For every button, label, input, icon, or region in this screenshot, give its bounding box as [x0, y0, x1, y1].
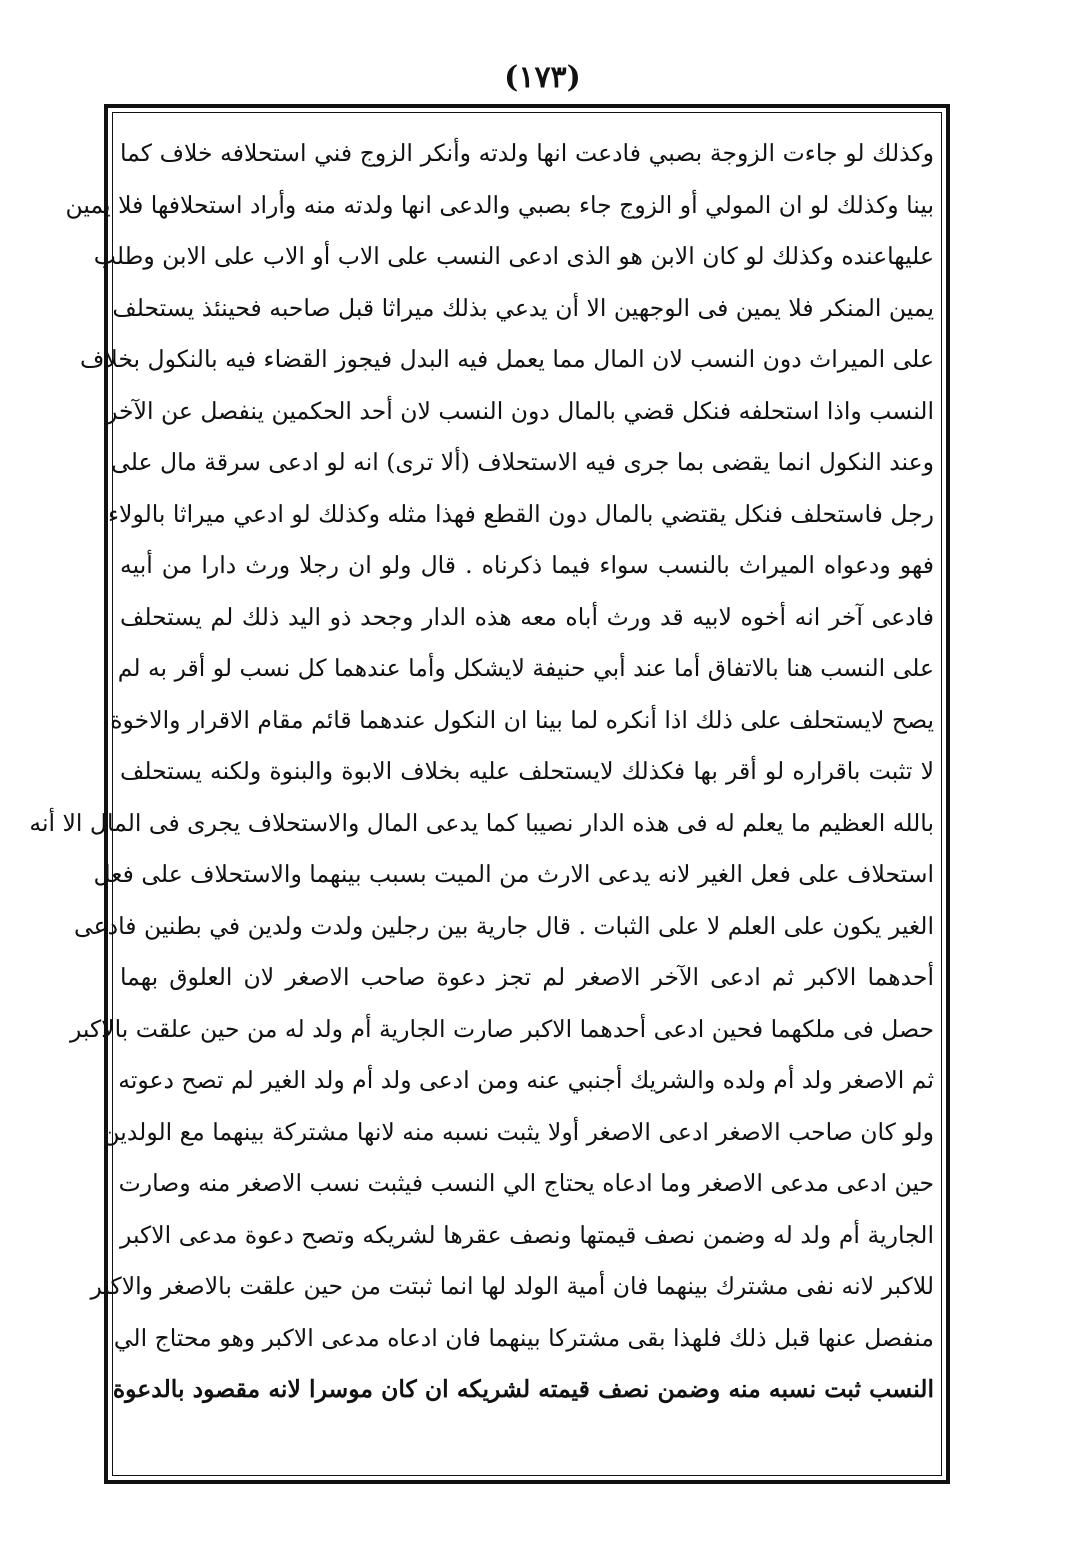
text-line: لا تثبت باقراره لو أقر بها فكذلك لايستحلف عليه بخلاف الابوة والبنوة ولكنه يستحلف	[120, 757, 934, 785]
text-line: أحدهما الاكبر ثم ادعى الآخر الاصغر لم تجز دعوة صاحب الاصغر لان العلوق بهما	[120, 963, 934, 991]
text-body	[29, 128, 934, 1468]
text-line: فادعى آخر انه أخوه لابيه قد ورث أباه معه هذه الدار وجحد ذو اليد ذلك لم يستحلف	[120, 602, 934, 631]
text-line: منفصل عنها قبل ذلك فلهذا بقى مشتركا بينهما فان ادعاه مدعى الاكبر وهو محتاج الي	[113, 1323, 934, 1352]
text-line: على النسب هنا بالاتفاق أما عند أبي حنيفة لايشكل وأما عندهما كل نسب لو أقر به لم	[117, 654, 934, 682]
page-number: (۱۷۳)	[504, 60, 581, 95]
text-line: فهو ودعواه الميراث بالنسب سواء فيما ذكرناه . قال ولو ان رجلا ورث دارا من أبيه	[120, 551, 934, 579]
text-line: وعند النكول انما يقضى بما جرى فيه الاستحلاف (ألا ترى) انه لو ادعى سرقة مال على	[111, 448, 934, 476]
text-line: بالله العظيم ما يعلم له فى هذه الدار نصيبا كما يدعى المال والاستحلاف يجرى فى المال الا أنه	[29, 808, 934, 837]
text-line: للاكبر لانه نفى مشترك بينهما فان أمية الولد لها انما ثبتت من حين علقت بالاصغر والاكبر	[90, 1272, 934, 1300]
text-line: النسب ثبت نسبه منه وضمن نصف قيمته لشريكه ان كان موسرا لانه مقصود بالدعوة	[112, 1375, 934, 1403]
text-line: حصل فى ملكهما فحين ادعى أحدهما الاكبر صارت الجارية أم ولد له من حين علقت بالاكبر	[69, 1014, 934, 1043]
text-line: الغير يكون على العلم لا على الثبات . قال جارية بين رجلين ولدت ولدين في بطنين فادعى	[74, 911, 934, 940]
text-line: يصح لايستحلف على ذلك اذا أنكره لما بينا ان النكول عندهما قائم مقام الاقرار والاخوة	[110, 705, 934, 734]
text-line: ثم الاصغر ولد أم ولده والشريك أجنبي عنه ومن ادعى ولد أم ولد الغير لم تصح دعوته	[118, 1066, 934, 1094]
text-line: بينا وكذلك لو ان المولي أو الزوج جاء بصبي والدعى انها ولدته منه وأراد استحلافها فلا يمين	[65, 190, 934, 219]
text-line: رجل فاستحلف فنكل يقتضي بالمال دون القطع فهذا مثله وكذلك لو ادعي ميراثا بالولاء	[108, 499, 934, 528]
text-line: حين ادعى مدعى الاصغر وما ادعاه يحتاج الي النسب فيثبت نسب الاصغر منه وصارت	[118, 1169, 934, 1197]
text-line: وكذلك لو جاءت الزوجة بصبي فادعت انها ولدته وأنكر الزوج فني استحلافه خلاف كما	[120, 139, 934, 167]
text-line: يمين المنكر فلا يمين فى الوجهين الا أن يدعي بذلك ميراثا قبل صاحبه فحينئذ يستحلف	[112, 293, 934, 322]
text-line: النسب واذا استحلفه فنكل قضي بالمال دون النسب لان أحد الحكمين ينفصل عن الآخر	[106, 396, 934, 425]
text-line: الجارية أم ولد له وضمن نصف قيمتها ونصف عقرها لشريكه وتصح دعوة مدعى الاكبر	[120, 1220, 934, 1249]
text-line: ولو كان صاحب الاصغر ادعى الاصغر أولا يثبت نسبه منه لانها مشتركة بينهما مع الولدين	[102, 1117, 934, 1146]
text-line: على الميراث دون النسب لان المال مما يعمل فيه البدل فيجوز القضاء فيه بالنكول بخلاف	[79, 345, 934, 373]
text-line: عليهاعنده وكذلك لو كان الابن هو الذى ادعى النسب على الاب أو الاب على الابن وطلب	[93, 242, 934, 270]
text-line: استحلاف على فعل الغير لانه يدعى الارث من الميت بسبب بينهما والاستحلاف على فعل	[93, 860, 934, 888]
